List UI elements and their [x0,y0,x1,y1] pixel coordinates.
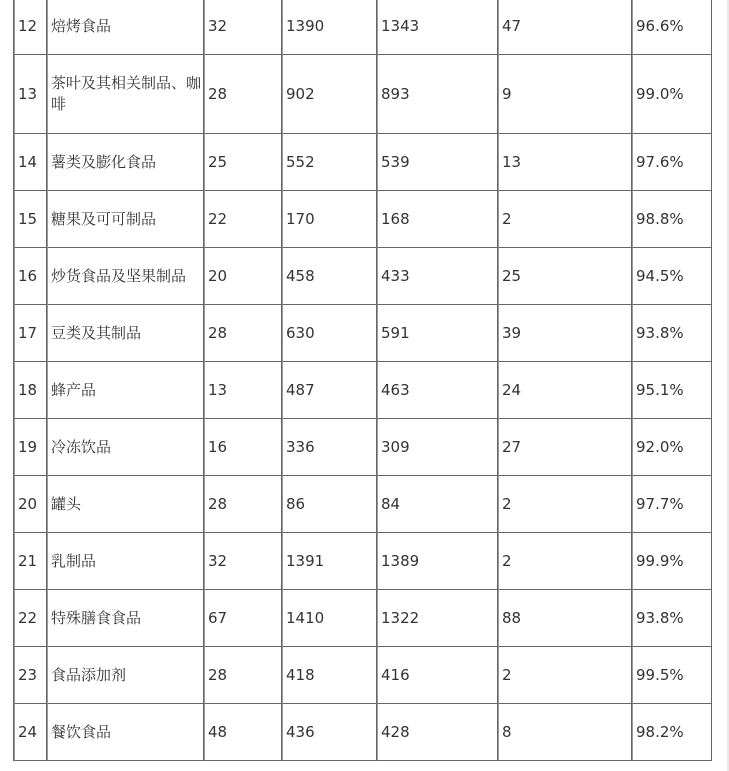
cell-no: 18 [14,362,47,419]
cell-unqualified: 13 [498,134,632,191]
cell-no: 14 [14,134,47,191]
cell-rate: 97.7% [632,476,712,533]
table-row [14,134,712,191]
cell-total: 487 [282,362,377,419]
cell-unqualified: 2 [498,476,632,533]
cell-no: 15 [14,191,47,248]
table-row [14,191,712,248]
table-row [14,0,712,55]
table-row [14,248,712,305]
table-row [14,362,712,419]
cell-qualified: 1343 [377,0,498,55]
cell-rate: 94.5% [632,248,712,305]
cell-qualified: 428 [377,704,498,761]
cell-unqualified: 9 [498,55,632,134]
cell-total: 458 [282,248,377,305]
cell-qualified: 539 [377,134,498,191]
cell-qualified: 309 [377,419,498,476]
cell-qualified: 591 [377,305,498,362]
cell-total: 170 [282,191,377,248]
table-row [14,419,712,476]
cell-total: 418 [282,647,377,704]
cell-category: 乳制品 [47,533,204,590]
cell-unqualified: 2 [498,647,632,704]
cell-batches: 28 [204,305,282,362]
cell-batches: 67 [204,590,282,647]
cell-no: 17 [14,305,47,362]
cell-rate: 99.5% [632,647,712,704]
table-row [14,533,712,590]
cell-total: 552 [282,134,377,191]
cell-category: 豆类及其制品 [47,305,204,362]
cell-batches: 16 [204,419,282,476]
cell-category: 茶叶及其相关制品、咖啡 [47,55,204,134]
cell-batches: 25 [204,134,282,191]
cell-unqualified: 39 [498,305,632,362]
cell-unqualified: 2 [498,191,632,248]
data-table-container [13,0,712,761]
table-row [14,647,712,704]
cell-qualified: 893 [377,55,498,134]
cell-no: 19 [14,419,47,476]
cell-unqualified: 25 [498,248,632,305]
cell-no: 12 [14,0,47,55]
cell-category: 食品添加剂 [47,647,204,704]
cell-no: 21 [14,533,47,590]
cell-qualified: 84 [377,476,498,533]
cell-qualified: 463 [377,362,498,419]
cell-rate: 95.1% [632,362,712,419]
cell-batches: 28 [204,476,282,533]
cell-batches: 28 [204,647,282,704]
cell-batches: 32 [204,533,282,590]
cell-qualified: 1389 [377,533,498,590]
table-row [14,704,712,761]
cell-qualified: 1322 [377,590,498,647]
cell-category: 特殊膳食食品 [47,590,204,647]
cell-total: 1391 [282,533,377,590]
cell-rate: 99.9% [632,533,712,590]
cell-unqualified: 8 [498,704,632,761]
cell-unqualified: 88 [498,590,632,647]
cell-category: 薯类及膨化食品 [47,134,204,191]
cell-total: 86 [282,476,377,533]
cell-category: 糖果及可可制品 [47,191,204,248]
cell-unqualified: 47 [498,0,632,55]
cell-rate: 97.6% [632,134,712,191]
cell-category: 冷冻饮品 [47,419,204,476]
cell-total: 1410 [282,590,377,647]
cell-total: 1390 [282,0,377,55]
cell-unqualified: 27 [498,419,632,476]
table-row [14,590,712,647]
cell-rate: 99.0% [632,55,712,134]
cell-rate: 98.8% [632,191,712,248]
cell-no: 22 [14,590,47,647]
cell-category: 餐饮食品 [47,704,204,761]
cell-qualified: 433 [377,248,498,305]
cell-qualified: 416 [377,647,498,704]
cell-rate: 93.8% [632,590,712,647]
cell-batches: 13 [204,362,282,419]
cell-total: 436 [282,704,377,761]
cell-batches: 32 [204,0,282,55]
cell-no: 16 [14,248,47,305]
cell-no: 23 [14,647,47,704]
cell-batches: 28 [204,55,282,134]
cell-batches: 48 [204,704,282,761]
cell-rate: 93.8% [632,305,712,362]
cell-rate: 92.0% [632,419,712,476]
cell-qualified: 168 [377,191,498,248]
cell-total: 630 [282,305,377,362]
cell-no: 24 [14,704,47,761]
cell-total: 336 [282,419,377,476]
cell-rate: 98.2% [632,704,712,761]
food-inspection-table [13,0,712,761]
cell-batches: 22 [204,191,282,248]
cell-category: 蜂产品 [47,362,204,419]
table-row [14,55,712,134]
cell-no: 13 [14,55,47,134]
cell-batches: 20 [204,248,282,305]
cell-rate: 96.6% [632,0,712,55]
table-row [14,305,712,362]
cell-unqualified: 24 [498,362,632,419]
cell-category: 炒货食品及坚果制品 [47,248,204,305]
cell-unqualified: 2 [498,533,632,590]
cell-total: 902 [282,55,377,134]
cell-category: 焙烤食品 [47,0,204,55]
cell-category: 罐头 [47,476,204,533]
cell-no: 20 [14,476,47,533]
table-row [14,476,712,533]
